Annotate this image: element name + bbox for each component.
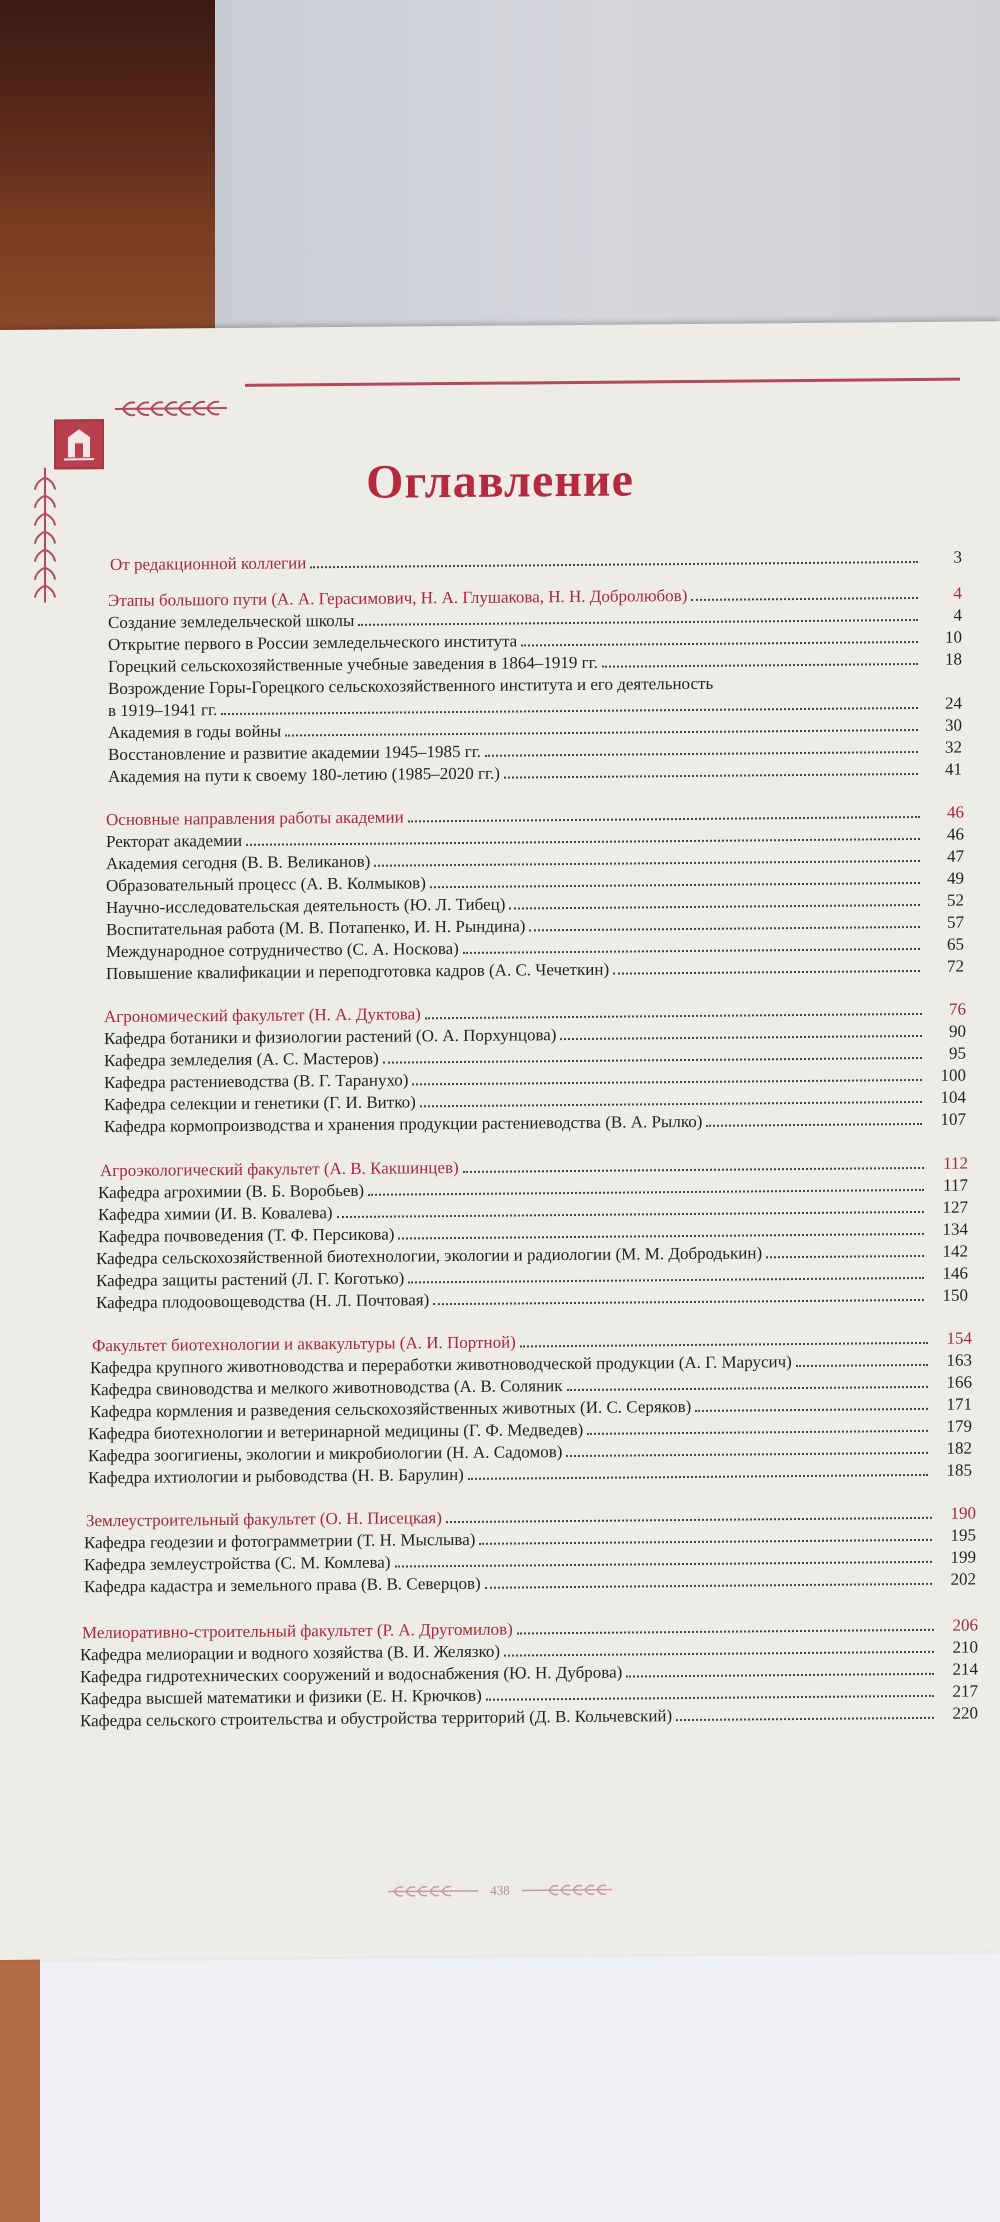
toc-entry[interactable]: Восстановление и развитие академии 1945–1985 гг. 32 — [108, 737, 962, 765]
toc-entry[interactable]: Кафедра сельскохозяйственной биотехнологии, экологии и радиологии (М. М. Добродькин) 142 — [96, 1241, 968, 1269]
toc-entry-line1[interactable]: Возрождение Горы-Горецкого сельскохозяйственного института и его деятельность — [108, 673, 714, 699]
page-title: Оглавление — [366, 453, 634, 509]
toc-entry[interactable]: Международное сотрудничество (С. А. Носкова) 65 — [106, 934, 964, 962]
toc-entry[interactable]: Кафедра кадастра и земельного права (В. В. Северцов) 202 — [84, 1569, 976, 1597]
toc-entry[interactable]: Научно-исследовательская деятельность (Ю. Л. Тибец) 52 — [106, 890, 964, 918]
toc-entry[interactable]: Открытие первого в России земледельческого института 10 — [108, 627, 962, 655]
toc-section-heading[interactable]: Мелиоративно-строительный факультет (Р. А. Другомилов) 206 — [82, 1615, 978, 1643]
toc-entry[interactable]: Академия на пути к своему 180-летию (1985–2020 гг.) 41 — [108, 759, 962, 787]
toc-entry[interactable]: Кафедра растениеводства (В. Г. Таранухо) 100 — [104, 1065, 966, 1093]
toc-entry[interactable]: Кафедра высшей математики и физики (Е. Н. Крючков) 217 — [80, 1681, 978, 1709]
background-wall — [215, 0, 1000, 330]
toc-section-heading[interactable]: Землеустроительный факультет (О. Н. Писецкая) 190 — [86, 1503, 976, 1531]
toc-entry[interactable]: Кафедра кормопроизводства и хранения продукции растениеводства (В. А. Рылко) 107 — [104, 1109, 966, 1137]
toc-entry[interactable]: Кафедра ботаники и физиологии растений (О. А. Порхунцова) 90 — [104, 1021, 966, 1049]
background-wood — [0, 0, 215, 330]
table-of-contents — [0, 321, 1000, 1960]
toc-entry[interactable]: Кафедра защиты растений (Л. Г. Коготько) 146 — [96, 1263, 968, 1291]
toc-entry[interactable]: Кафедра биотехнологии и ветеринарной медицины (Г. Ф. Медведев) 179 — [88, 1416, 972, 1444]
toc-entry[interactable]: Кафедра сельского строительства и обустройства территорий (Д. В. Кольчевский) 220 — [80, 1703, 978, 1731]
toc-section-heading[interactable]: Агроэкологический факультет (А. В. Какшинцев) 112 — [100, 1153, 968, 1181]
toc-entry[interactable]: Кафедра почвоведения (Т. Ф. Персикова) 134 — [98, 1219, 968, 1247]
toc-entry[interactable]: Образовательный процесс (А. В. Колмыков) 49 — [106, 868, 964, 896]
toc-entry[interactable]: Академия в годы войны 30 — [108, 715, 962, 743]
toc-section-heading[interactable]: Этапы большого пути (А. А. Герасимович, Н. А. Глушакова, Н. Н. Добролюбов) 4 — [108, 583, 962, 611]
toc-section-heading[interactable]: Основные направления работы академии 46 — [106, 802, 964, 830]
toc-intro-entry[interactable]: От редакционной коллегии 3 — [110, 547, 962, 575]
toc-entry[interactable]: Кафедра крупного животноводства и переработки животноводческой продукции (А. Г. Марусич) 163 — [90, 1350, 972, 1378]
toc-entry[interactable]: Кафедра свиноводства и мелкого животноводства (А. В. Соляник 166 — [90, 1372, 972, 1400]
toc-entry[interactable]: Кафедра гидротехнических сооружений и водоснабжения (Ю. Н. Дуброва) 214 — [80, 1659, 978, 1687]
book-page — [0, 321, 1000, 1960]
background-sheet — [40, 1930, 1000, 2222]
toc-entry[interactable]: Кафедра землеустройства (С. М. Комлева) 199 — [84, 1547, 976, 1575]
wheat-ornament-right-icon — [522, 1883, 612, 1898]
page-number: 438 — [490, 1882, 510, 1898]
toc-entry[interactable]: Воспитательная работа (М. В. Потапенко, И. Н. Рындина) 57 — [106, 912, 964, 940]
toc-entry[interactable]: Кафедра ихтиологии и рыбоводства (Н. В. Барулин) 185 — [88, 1460, 972, 1488]
toc-section-heading[interactable]: Агрономический факультет (Н. А. Дуктова) 76 — [104, 999, 966, 1027]
toc-entry[interactable]: Кафедра земледелия (А. С. Мастеров) 95 — [104, 1043, 966, 1071]
toc-entry[interactable]: Академия сегодня (В. В. Великанов) 47 — [106, 846, 964, 874]
toc-entry[interactable]: Кафедра плодоовощеводства (Н. Л. Почтовая) 150 — [96, 1285, 968, 1313]
toc-entry[interactable]: Повышение квалификации и переподготовка кадров (А. С. Чечеткин) 72 — [106, 956, 964, 984]
toc-entry[interactable]: Создание земледельческой школы 4 — [108, 605, 962, 633]
toc-entry[interactable]: Кафедра мелиорации и водного хозяйства (В. И. Желязко) 210 — [80, 1637, 978, 1665]
toc-entry[interactable]: Кафедра зоогигиены, экологии и микробиологии (Н. А. Садомов) 182 — [88, 1438, 972, 1466]
toc-entry[interactable]: Кафедра химии (И. В. Ковалева) 127 — [98, 1197, 968, 1225]
toc-entry[interactable]: Кафедра селекции и генетики (Г. И. Витко) 104 — [104, 1087, 966, 1115]
toc-entry[interactable]: Кафедра агрохимии (В. Б. Воробьев) 117 — [98, 1175, 968, 1203]
toc-entry[interactable]: Кафедра кормления и разведения сельскохозяйственных животных (И. С. Серяков) 171 — [90, 1394, 972, 1422]
toc-entry[interactable]: в 1919–1941 гг. 24 — [108, 693, 962, 721]
toc-section-heading[interactable]: Факультет биотехнологии и аквакультуры (А. И. Портной) 154 — [92, 1328, 972, 1356]
toc-entry[interactable]: Кафедра геодезии и фотограмметрии (Т. Н. Мыслыва) 195 — [84, 1525, 976, 1553]
toc-entry[interactable]: Ректорат академии 46 — [106, 824, 964, 852]
wheat-ornament-left-icon — [388, 1884, 478, 1899]
toc-entry[interactable]: Горецкий сельскохозяйственные учебные заведения в 1864–1919 гг. 18 — [108, 649, 962, 677]
